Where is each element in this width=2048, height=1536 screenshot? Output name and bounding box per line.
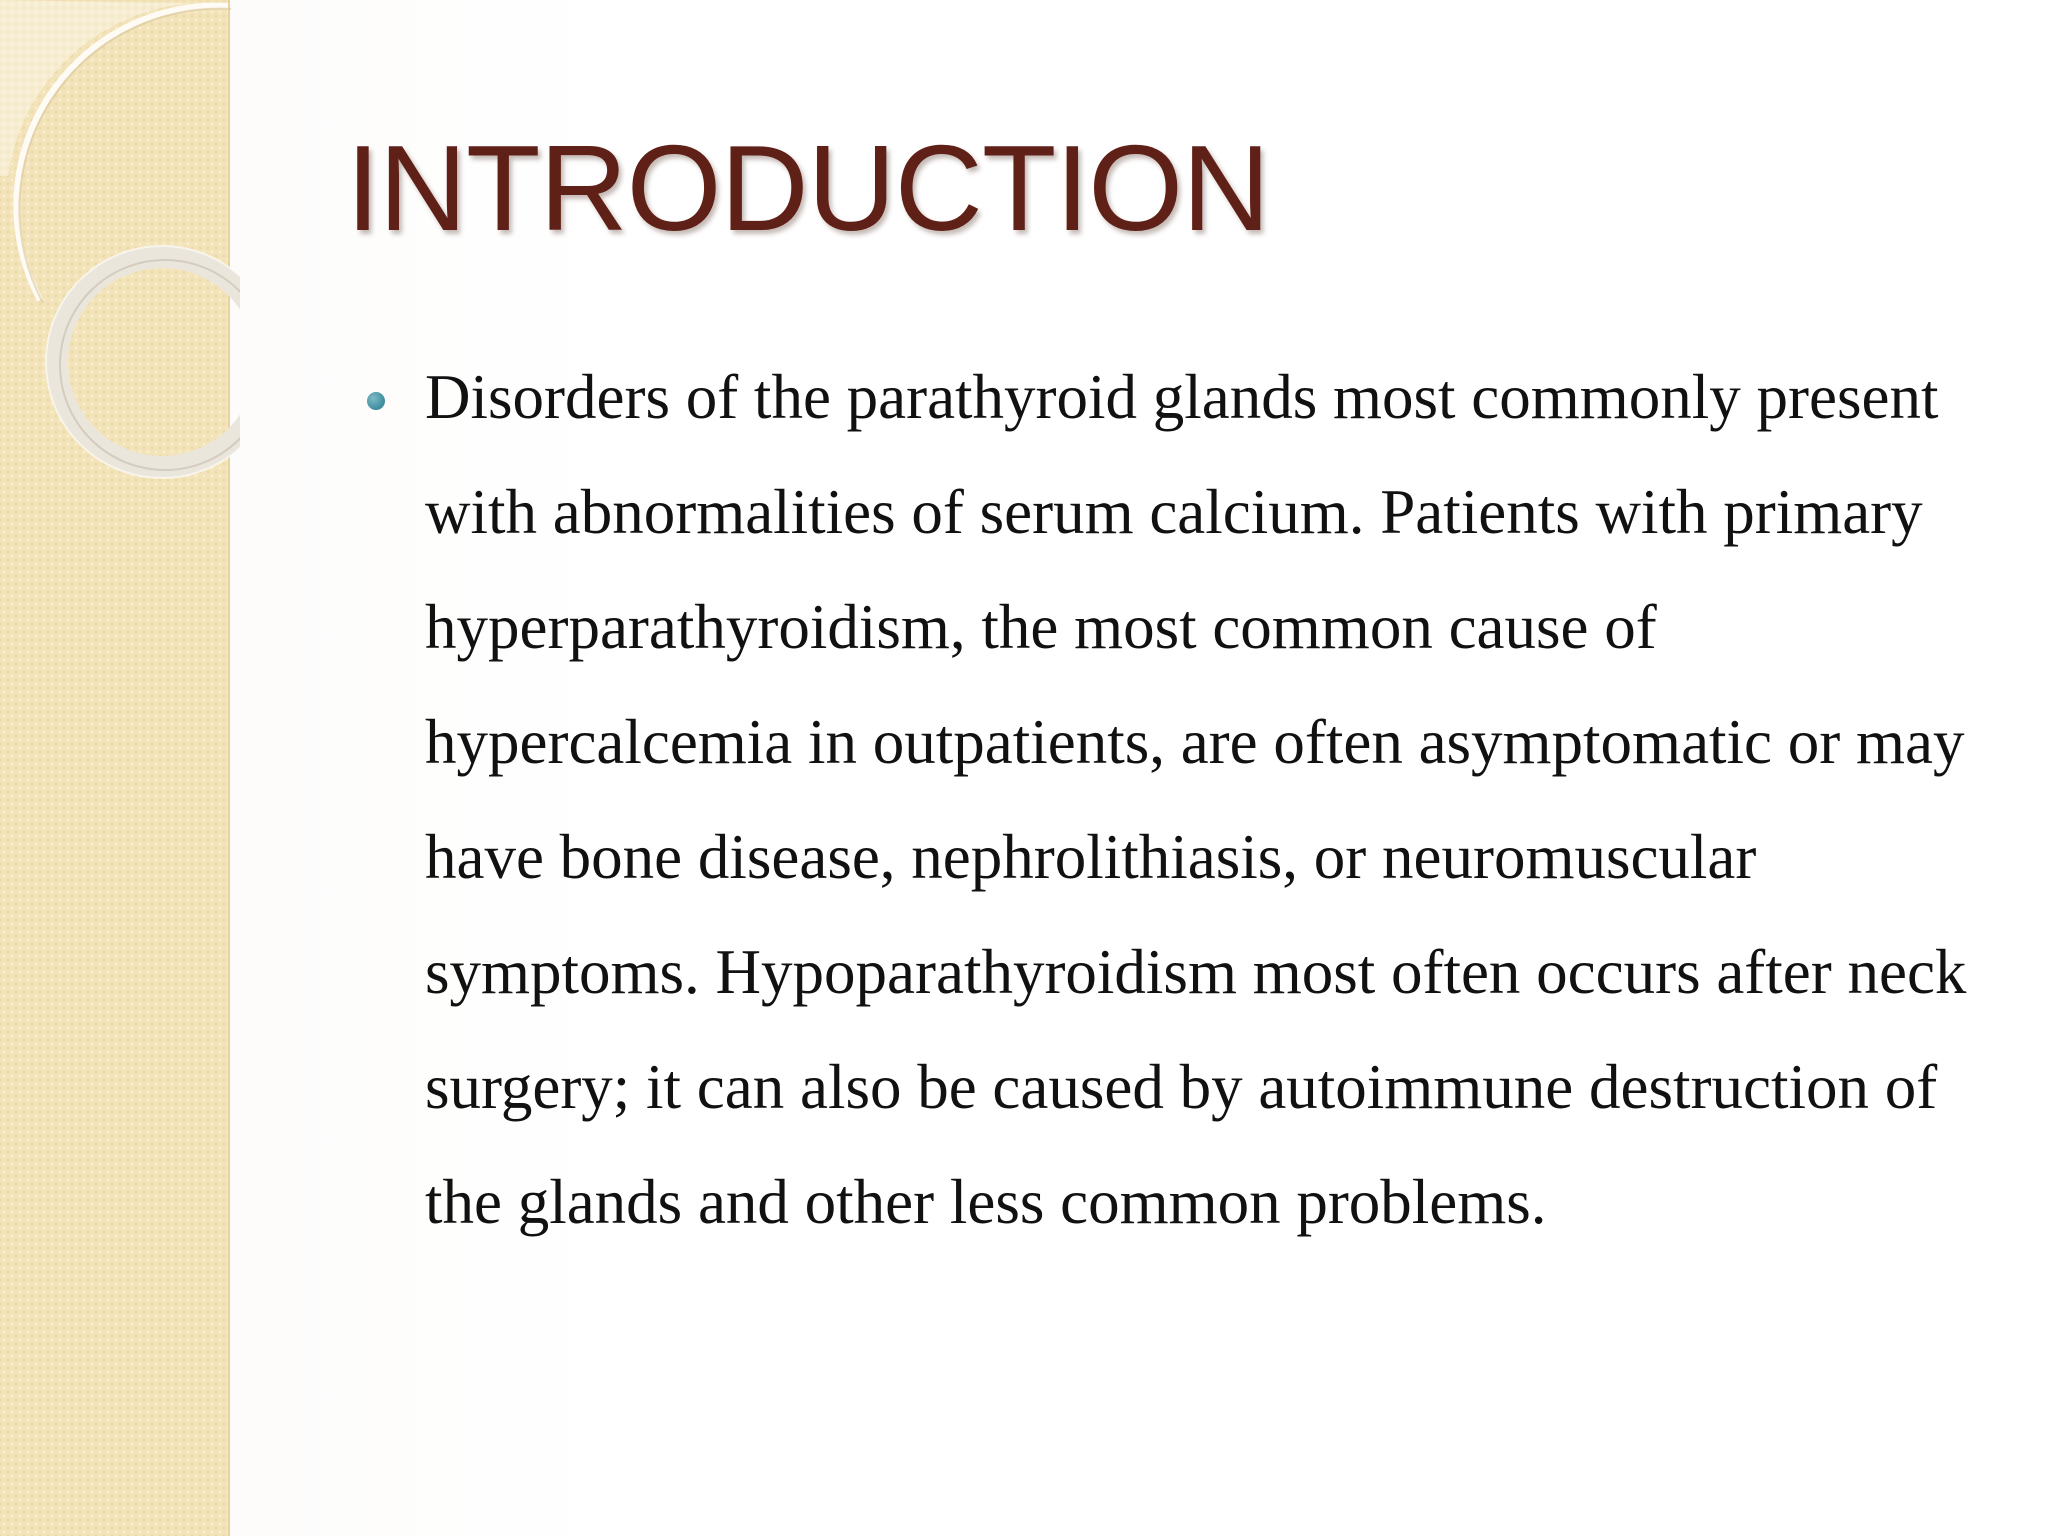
bullet-dot-icon <box>367 392 385 410</box>
bullet-text: Disorders of the parathyroid glands most commonly present with abnormalities of serum calcium. Patients with primary hyperparathyroidism, the most common cause of hypercalcemia in outpatients, are often asymptomatic or may have bone disease, nephrolithiasis, or neuromuscular symptoms. Hypoparathyroidism most often occurs after neck surgery; it can also be caused by autoimmune destruction of the glands and other less common problems. <box>425 362 1967 1237</box>
bullet-item <box>355 340 2005 1260</box>
bullet-list <box>355 340 2005 1260</box>
decorative-rings <box>0 0 240 520</box>
slide-title: INTRODUCTION <box>346 120 1270 256</box>
